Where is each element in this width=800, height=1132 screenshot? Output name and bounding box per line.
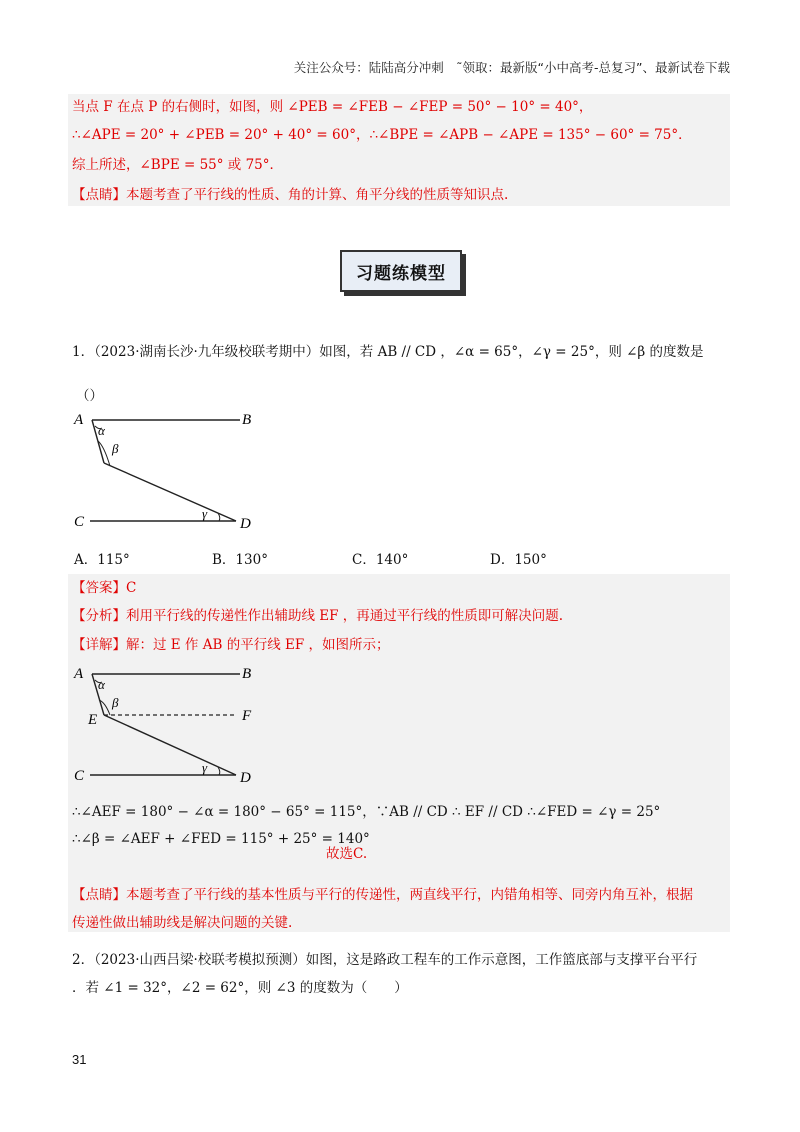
q1-choose: 故选C.	[326, 846, 368, 862]
label-alpha: α	[98, 423, 105, 438]
label-d: D	[240, 516, 251, 532]
sol-line-ed	[104, 715, 236, 775]
sol-label-gamma: γ	[202, 760, 208, 775]
section-title: 习题练模型	[356, 263, 446, 284]
solution-line-1: 当点 F 在点 P 的右侧时，如图，则 ∠PEB = ∠FEB − ∠FEP = 50° − 10° = 40°，	[72, 99, 593, 115]
line-ed	[104, 463, 236, 521]
sol-label-beta: β	[112, 695, 119, 710]
option-a: A．115°	[74, 552, 130, 568]
label-beta: β	[112, 441, 119, 456]
q2-stem-line-1: 2．（2023·山西吕梁·校联考模拟预测）如图，这是路政工程车的工作示意图，工作篮底部与支撑平台平行	[72, 952, 698, 968]
label-a: A	[74, 412, 84, 428]
solution-line-3: 综上所述，∠BPE = 55° 或 75°．	[72, 157, 284, 173]
sol-label-c: C	[74, 768, 85, 784]
q1-answer: 【答案】C	[72, 580, 137, 596]
q1-calc-1: ∴∠AEF = 180° − ∠α = 180° − 65° = 115°，∵AB // CD ∴ EF // CD ∴∠FED = ∠γ = 25°	[72, 804, 661, 820]
label-b: B	[242, 412, 252, 428]
sol-label-b: B	[242, 666, 252, 682]
option-d: D．150°	[490, 552, 547, 568]
option-c: C．140°	[352, 552, 409, 568]
q1-calc-2: ∴∠β = ∠AEF + ∠FED = 115° + 25° = 140°	[72, 831, 370, 847]
sol-label-alpha: α	[98, 677, 105, 692]
q1-detail: 【详解】解：过 E 作 AB 的平行线 EF ，如图所示；	[72, 637, 390, 653]
q1-figure	[68, 408, 268, 533]
option-b: B．130°	[212, 552, 268, 568]
sol-label-e: E	[88, 712, 98, 728]
page-number: 31	[72, 1052, 87, 1067]
label-c: C	[74, 514, 85, 530]
sol-label-a: A	[74, 666, 84, 682]
q1-solution-figure	[68, 662, 268, 787]
section-title-box	[340, 250, 462, 292]
q1-comment-line-2: 传递性做出辅助线是解决问题的关键.	[72, 915, 293, 931]
sol-label-f: F	[242, 708, 252, 724]
q1-comment-line-1: 【点睛】本题考查了平行线的基本性质与平行的传递性，两直线平行，内错角相等、同旁内角互补，根据	[72, 887, 693, 903]
label-gamma: γ	[202, 506, 208, 521]
q1-stem: 1．（2023·湖南长沙·九年级校联考期中）如图，若 AB // CD ，∠α = 65°，∠γ = 25°，则 ∠β 的度数是	[72, 344, 704, 360]
solution-line-2: ∴∠APE = 20° + ∠PEB = 20° + 40° = 60°，∴∠BPE = ∠APB − ∠APE = 135° − 60° = 75°．	[72, 127, 692, 143]
q2-stem-line-2: ．若 ∠1 = 32°，∠2 = 62°，则 ∠3 的度数为（ ）	[72, 980, 408, 996]
page-header: 关注公众号：陆陆高分冲刺 ˜领取：最新版“小中高考-总复习”、最新试卷下载	[293, 60, 730, 75]
comment-top: 【点睛】本题考查了平行线的性质、角的计算、角平分线的性质等知识点.	[72, 187, 509, 203]
q1-paren: （）	[76, 388, 103, 404]
q1-analysis: 【分析】利用平行线的传递性作出辅助线 EF ，再通过平行线的性质即可解决问题.	[72, 608, 564, 624]
sol-label-d: D	[240, 770, 251, 786]
